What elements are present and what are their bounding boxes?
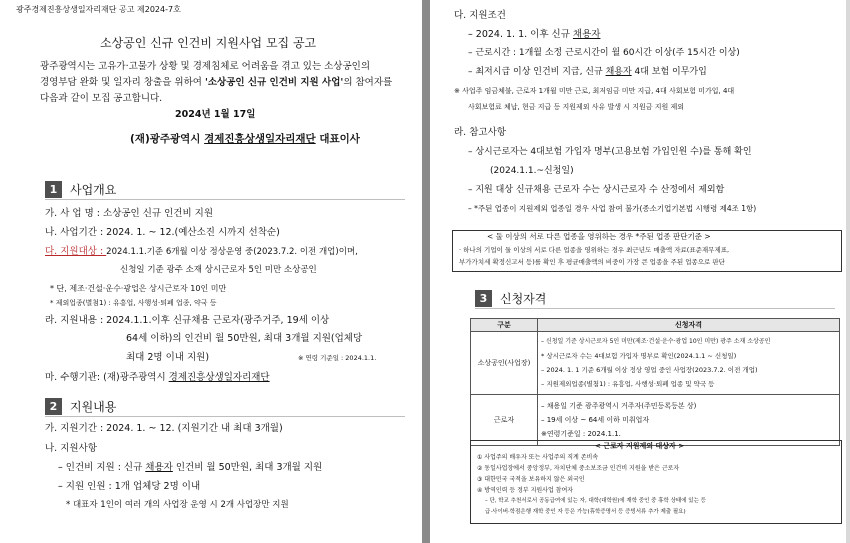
overview-period: 나. 사업기간 : 2024. 1. ~ 12.(예산소진 시까지 선착순) <box>45 227 280 238</box>
section-2-divider <box>45 416 405 417</box>
support-headcount: – 지원 인원 : 1개 업체당 2명 이내 <box>58 481 201 492</box>
exclusion-note-2: 사회보험료 체납, 현금 지급 등 지원제외 사유 발생 시 지원금 지원 제외 <box>468 103 685 111</box>
notice-date: 2024년 1월 17일 <box>175 109 256 120</box>
worker-item: – 19세 이상 ~ 64세 이하 미취업자 <box>541 416 650 424</box>
exclusion-item: – 단, 학교 추천서로서 공동급여에 있는 자, 대학(대학원)에 재학 중인 중 휴학 상태에 있는 등 <box>485 498 706 504</box>
intro-line-3: 다음과 같이 모집 공고합니다. <box>40 93 163 104</box>
vertical-scrollbar[interactable] <box>846 0 850 543</box>
exclusion-item: ③ 대한민국 국적을 보유하지 않은 외국인 <box>477 476 585 483</box>
reference-1: – 상시근로자는 4대보험 가입자 명부(고용보험 가입인원 수)를 통해 확인 <box>468 147 752 157</box>
left-page <box>0 0 422 543</box>
business-item: – 2024. 1. 1 기준 6개월 이상 정상 영업 중인 사업장(2023.7.2. 이전 개업) <box>541 366 758 374</box>
reference-1b: (2024.1.1.~신청일) <box>490 166 574 176</box>
overview-content-2: 64세 이하)의 인건비 월 50만원, 최대 3개월 지원(업체당 <box>126 333 363 344</box>
table-row <box>471 395 840 446</box>
section-2-number: 2 <box>45 398 62 415</box>
exclusion-box-title: < 근로자 지원제외 대상자 > <box>595 442 685 450</box>
section-3-title: 신청자격 <box>500 292 547 306</box>
row-worker-items <box>538 395 840 446</box>
overview-note-2: * 제외업종(별첨1) : 유흥업, 사행성·퇴폐 업종, 약국 등 <box>50 299 217 307</box>
intro-line-2: 경영부담 완화 및 일자리 창출을 위하여 '소상공인 신규 인건비 지원 사업'의 참여자를 <box>40 77 393 88</box>
overview-target: 다. 지원대상 : 2024.1.1.기준 6개월 이상 정상운영 중(2023.7.2. 이전 개업)이며, <box>45 246 358 257</box>
section-2-title: 지원내용 <box>70 400 117 414</box>
support-items-heading: 나. 지원사항 <box>45 443 97 454</box>
eligibility-table <box>470 318 840 446</box>
issuer-name: (재)광주광역시 경제진흥상생일자리재단 대표이사 <box>130 133 360 145</box>
section-1-title: 사업개요 <box>70 183 117 197</box>
table-row <box>471 332 840 395</box>
row-label-business: 소상공인(사업장) <box>471 332 538 395</box>
criteria-box-line-2: 부가가치세 확정신고서 등)를 확인 후 평균매출액의 비중이 가장 큰 업종을 주된 업종으로 판단 <box>459 258 725 266</box>
section-2-heading <box>45 398 116 415</box>
business-item: – 지원제외업종(별첨1) : 유흥업, 사행성·퇴폐 업종 및 약국 등 <box>541 380 715 388</box>
criteria-box-title: < 둘 이상의 서로 다른 업종을 영위하는 경우 *주된 업종 판단기준 > <box>487 232 711 241</box>
conditions-heading: 다. 지원조건 <box>454 10 506 21</box>
notice-title: 소상공인 신규 인건비 지원사업 모집 공고 <box>100 36 317 50</box>
exclusion-item: 급·사이버·학점은행 재학 중인 자 등은 가능(휴학증명서 등 증빙서류 추가 제출 필요) <box>485 509 686 515</box>
main-business-criteria-box <box>452 230 842 272</box>
business-item: – 신청일 기준 상시근로자 5인 미만(제조·건설·운수·광업 10인 미만) 광주 소재 소상공인 <box>541 338 771 345</box>
section-3-number: 3 <box>475 290 492 307</box>
overview-agency: 마. 수행기관: (재)광주광역시 경제진흥상생일자리재단 <box>45 372 270 383</box>
notice-number: 광주경제진흥상생일자리재단 공고 제2024-7호 <box>16 5 181 14</box>
table-header-category: 구분 <box>471 319 538 332</box>
row-business-items <box>538 332 840 395</box>
worker-item: – 채용일 기준 광주광역시 거주자(주민등록등본 상) <box>541 402 697 410</box>
overview-content: 라. 지원내용 : 2024.1.1.이후 신규채용 근로자(광주거주, 19세 이상 <box>45 315 330 326</box>
support-note: * 대표자 1인이 여러 개의 사업장 운영 시 2개 사업장만 지원 <box>66 500 289 510</box>
condition-3: – 최저시급 이상 인건비 지급, 신규 채용자 4대 보험 이무가입 <box>468 67 707 77</box>
exclusion-item: ① 사업주의 배우자 또는 사업주의 직계 존비속 <box>477 454 599 461</box>
worker-item: ※연령기준일 : 2024.1.1. <box>541 430 621 438</box>
exclusion-item: ④ 방역인력 등 정부 지원사업 참여자 <box>477 487 574 494</box>
condition-2: – 근로시간 : 1개월 소정 근로시간이 월 60시간 이상(주 15시간 이상) <box>468 48 740 58</box>
overview-content-3: 최대 2명 이내 지원) <box>126 352 210 363</box>
overview-note-1: * 단, 제조·건설·운수·광업은 상시근로자 10인 미만 <box>50 284 227 293</box>
reference-3: – *주된 업종이 지원제외 업종일 경우 사업 참여 불가(종소기업기본법 시행령 제4조 1항) <box>468 204 757 213</box>
exclusion-note-1: ※ 사업주 임금체불, 근로자 1개월 미만 근로, 최저임금 미만 지급, 4대 사회보험 미가입, 4대 <box>454 87 735 95</box>
overview-name: 가. 사 업 명 : 소상공인 신규 인건비 지원 <box>45 208 214 219</box>
age-basis-note: ※ 연령 기준일 : 2024.1.1. <box>298 354 377 362</box>
reference-heading: 라. 참고사항 <box>454 127 506 138</box>
section-1-heading <box>45 181 116 198</box>
section-1-number: 1 <box>45 181 62 198</box>
overview-target-2: 신청일 기준 광주 소재 상시근로자 5인 미만 소상공인 <box>120 265 317 275</box>
section-1-divider <box>45 199 405 200</box>
business-item: * 상시근로자 수는 4대보험 가입자 명부로 확인(2024.1.1 ~ 신청일) <box>541 352 737 360</box>
condition-1: – 2024. 1. 1. 이후 신규 채용자 <box>468 29 601 40</box>
intro-line-1: 광주광역시는 고유가·고물가 상황 및 경제침체로 어려움을 겪고 있는 소상공인의 <box>40 61 371 72</box>
support-period: 가. 지원기간 : 2024. 1. ~ 12. (지원기간 내 최대 3개월) <box>45 423 283 434</box>
section-3-heading <box>475 290 546 307</box>
page-gutter <box>422 0 430 543</box>
worker-exclusion-box <box>470 440 842 524</box>
table-header-eligibility: 신청자격 <box>538 319 840 332</box>
support-labor-cost: – 인건비 지원 : 신규 채용자 인건비 월 50만원, 최대 3개월 지원 <box>58 462 323 473</box>
right-page <box>430 0 850 543</box>
exclusion-item: ② 동일사업장에서 중앙정부, 자치단체 중소보조금 인건비 지원을 받은 근로자 <box>477 465 680 472</box>
reference-2: – 지원 대상 신규채용 근로자 수는 상시근로자 수 산정에서 제외함 <box>468 185 725 195</box>
criteria-box-line-1: · 하나의 기업이 둘 이상의 서로 다른 업종을 영위하는 경우 최근년도 매출액 자료(표준재무제표, <box>459 246 730 254</box>
row-label-worker: 근로자 <box>471 395 538 446</box>
section-3-divider <box>475 308 835 309</box>
